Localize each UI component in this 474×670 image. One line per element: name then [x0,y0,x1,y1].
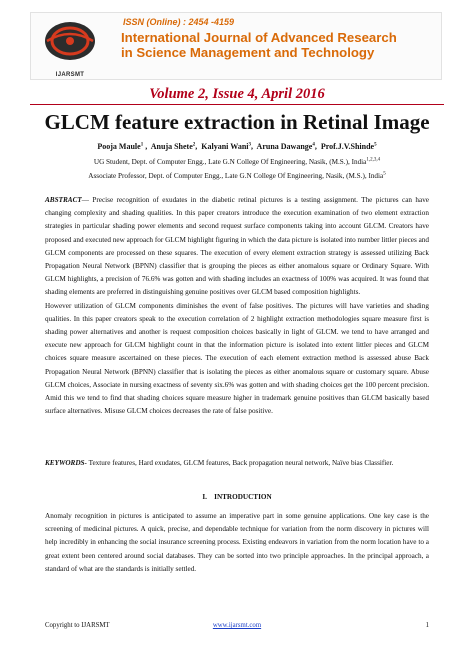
affiliation-students [0,158,474,166]
abstract-paragraph-2: However utilization of GLCM components diminishes the event of false positives. The pictures will have varieties and shading qualities. In this paper creators speak to the execution correlation of 2 highlight extraction methodologies square measure first is shading power alternatives and another is request composition choices basically in light of GLCM. we tend to have arranged and execute new approach for GLCM highlight count in that the information picture is isolated into extent littler pieces and GLCM choices square measure ascertained on these pieces. The execution of each element extraction method is assessed abuse Back Propagation Neural Network (BPNN) classifier that is isolating the pieces as either anomalous square or customary square. Abuse GLCM choices, Associate in nursing exactness of seventy six.6% was gotten and with shading choices get the 100 percent precision. Amid this we tend to find that shading choices square measure higher in trademark genuine positives than GLCM basically based surface alternatives. Misuse GLCM choices decreases the rate of false positive. [45,301,429,416]
introduction [45,510,429,576]
journal-title [121,30,441,60]
keywords-label: KEYWORDS- [45,459,87,467]
section-number: I. [202,493,207,501]
author-list: Pooja Maule$^1$ , Anuja Shete$^2$, Kalyani Wani$^3$, Aruna Dawange$^4$, Prof.J.V.Shinde$^5$ [97,142,377,151]
section-title: INTRODUCTION [214,493,272,501]
author-name: Anuja Shete [150,142,193,151]
affiliation-text: Associate Professor, Dept. of Computer Engg., Late G.N College Of Engineering, Nasik, (M.S.), India [88,172,384,180]
abstract [45,194,429,418]
journal-title-line2: in Science Management and Technology [121,45,375,60]
author-name: Aruna Dawange [256,142,313,151]
section-heading [0,493,474,501]
abstract-text: — Precise recognition of exudates in the diabetic retinal pictures is a testing assignment. The pictures can have changing complexity and shading qualities. In this paper creators introduce the execution examination of two element extraction strategies in particular shading power elements and second request surface components taking into account GLCM. Creators have proposed and executed new approach for GLCM highlight figuring in which the data picture is isolated into number littler pieces and GLCM components are processed on these squares. The execution of every element extraction strategy is assessed utilizing Back Propagation Neural Network (BPNN) classifier that is grouping the pieces as either anomalous square or Ordinary Square. With GLCM highlights, a precision of 76.6% was gotten and with shading includes an exactness of 100% was acquired. It was found that shading elements are preferred in distinguishing genuine positives over GLCM based composition highlights. [45,196,429,297]
issn-label: ISSN (Online) : 2454 -4159 [123,17,235,27]
page-number: 1 [425,622,429,629]
keywords [45,457,429,470]
journal-title-line1: International Journal of Advanced Research [121,30,397,45]
author-sup: 2 [192,142,196,148]
author-sup: 3 [248,142,251,148]
author-sup: 1 [140,142,144,148]
author-name: Pooja Maule [97,142,141,151]
intro-paragraph: Anomaly recognition in pictures is anticipated to assume an imperative part in some genuine applications. One key case is the screening of medicinal pictures. A quick, precise, and dependable technique for variation from the norm discovery in pictures will help incredibly in enhancing the social insurance screening process. Existing endeavors in variation from the norm location have to a great extent been centered around social databases. They can be sorted into two principle approaches. In the principal approach, a standard of what are the standards is initially settled. [45,512,429,573]
abstract-paragraph-1 [45,194,429,300]
divider [30,104,444,105]
logo-text: IJARSMT [55,72,85,78]
keywords-text: Texture features, Hard exudates, GLCM features, Back propagation neural network, Naïve bias Classifier. [86,459,394,467]
abstract-label: ABSTRACT [45,196,82,204]
author-sup: 5 [374,142,377,148]
journal-logo-icon [41,19,99,73]
author-name: Kalyani Wani [201,142,249,151]
journal-banner [30,12,442,80]
footer-url-link[interactable]: www.ijarsmt.com [212,622,262,629]
affiliation-sup: 1,2,3,4 [366,157,381,163]
affiliation-sup: 5 [383,171,386,177]
affiliation-text: UG Student, Dept. of Computer Engg., Late G.N College Of Engineering, Nasik, (M.S.), India [93,158,367,166]
author-sup: 4 [312,142,315,148]
footer-copyright: Copyright to IJARSMT [45,622,110,629]
affiliation-professor [0,172,474,180]
author-name: Prof.J.V.Shinde [320,142,375,151]
volume-info: Volume 2, Issue 4, April 2016 [149,86,325,102]
paper-title: GLCM feature extraction in Retinal Image [44,110,430,134]
